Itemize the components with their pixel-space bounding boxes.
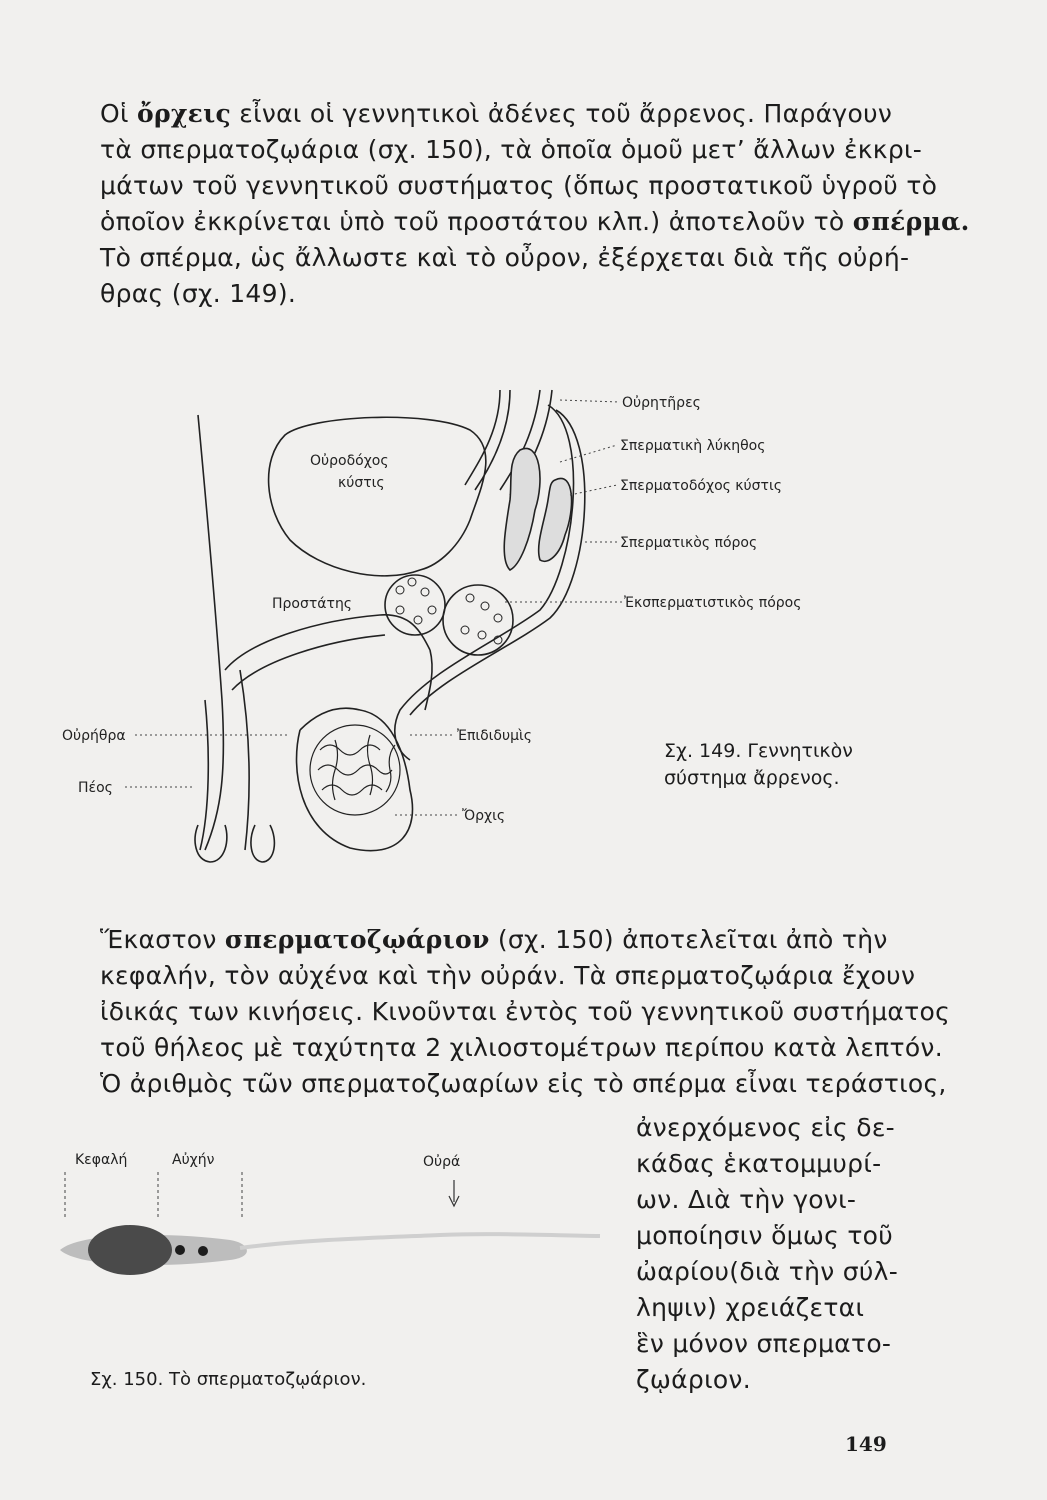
- spermatic-cord-label: Σπερματικὴ λύκηθος: [620, 438, 766, 454]
- testis-label: Ὄρχις: [462, 808, 506, 824]
- ejaculatory-duct-label: Ἐκσπερματιστικὸς πόρος: [624, 595, 802, 611]
- spermatozoon-diagram: [40, 1140, 620, 1340]
- text-line: Ἕκαστον σπερματοζῳάριον (σχ. 150) ἀποτελεῖται ἀπὸ τὴν: [100, 925, 888, 954]
- text-line: ζῳάριον.: [636, 1365, 751, 1394]
- text-line: ἓν μόνον σπερματο-: [636, 1329, 892, 1358]
- text-line: τὰ σπερματοζῳάρια (σχ. 150), τὰ ὁποῖα ὁμοῦ μετ’ ἄλλων ἐκκρι-: [100, 135, 923, 164]
- text-line: μάτων τοῦ γεννητικοῦ συστήματος (ὅπως προστατικοῦ ὑγροῦ τὸ: [100, 171, 938, 200]
- penis-label: Πέος: [78, 780, 113, 796]
- text-line: ὁποῖον ἐκκρίνεται ὑπὸ τοῦ προστάτου κλπ.) ἀποτελοῦν τὸ σπέρμα.: [100, 207, 970, 236]
- head-label: Κεφαλή: [75, 1152, 128, 1168]
- spermatozoon-paragraph: [100, 922, 951, 1102]
- text-line: Τὸ σπέρμα, ὡς ἄλλωστε καὶ τὸ οὖρον, ἐξέρχεται διὰ τῆς οὐρή-: [100, 243, 910, 272]
- page-number: 149: [845, 1432, 887, 1456]
- tail-label: Οὐρά: [423, 1154, 461, 1170]
- bladder-label: Οὐροδόχος: [310, 453, 389, 469]
- text-line: ἀνερχόμενος εἰς δε-: [636, 1113, 895, 1142]
- text-line: μοποίησιν ὅμως τοῦ: [636, 1221, 894, 1250]
- text-line: θρας (σχ. 149).: [100, 279, 297, 308]
- text-line: τοῦ θήλεος μὲ ταχύτητα 2 χιλιοστομέτρων περίπου κατὰ λεπτόν.: [100, 1033, 943, 1062]
- text-line: ὠαρίου(διὰ τὴν σύλ-: [636, 1257, 899, 1286]
- neck-label: Αὐχήν: [172, 1152, 215, 1168]
- text-line: κάδας ἑκατομμυρί-: [636, 1149, 882, 1178]
- text-line: ἰδικάς των κινήσεις. Κινοῦνται ἐντὸς τοῦ γεννητικοῦ συστήματος: [100, 997, 951, 1026]
- intro-paragraph: [100, 96, 970, 312]
- prostate-label: Προστάτης: [272, 596, 353, 612]
- figure149-caption: Σχ. 149. Γεννητικὸν σύστημα ἄρρενος.: [664, 740, 853, 789]
- urethra-label: Οὐρήθρα: [62, 728, 126, 744]
- text-line: ληψιν) χρειάζεται: [636, 1293, 865, 1322]
- male-reproductive-diagram: [0, 370, 1047, 880]
- figure150-caption: Σχ. 150. Τὸ σπερματοζῳάριον.: [90, 1369, 367, 1390]
- ureters-label: Οὐρητῆρες: [622, 395, 701, 411]
- spermatozoon-paragraph-continued: [636, 1110, 899, 1398]
- text-line: κεφαλήν, τὸν αὐχένα καὶ τὴν οὐράν. Τὰ σπερματοζῳάρια ἔχουν: [100, 961, 916, 990]
- vas-deferens-label: Σπερματικὸς πόρος: [620, 535, 758, 551]
- epididymis-label: Ἐπιδιδυμὶς: [457, 728, 532, 744]
- text-line: ων. Διὰ τὴν γονι-: [636, 1185, 857, 1214]
- bold-term: ὄρχεις: [136, 99, 232, 128]
- seminal-vesicle-label: Σπερματοδόχος κύστις: [620, 478, 782, 494]
- bold-term: σπέρμα.: [852, 207, 970, 236]
- bold-term: σπερματοζῳάριον: [224, 925, 490, 954]
- text-line: Ὁ ἀριθμὸς τῶν σπερματοζωαρίων εἰς τὸ σπέρμα εἶναι τεράστιος,: [100, 1069, 947, 1098]
- bladder-label-2: κύστις: [338, 475, 385, 491]
- text-line: Οἱ ὄρχεις εἶναι οἱ γεννητικοὶ ἀδένες τοῦ ἄρρενος. Παράγουν: [100, 99, 893, 128]
